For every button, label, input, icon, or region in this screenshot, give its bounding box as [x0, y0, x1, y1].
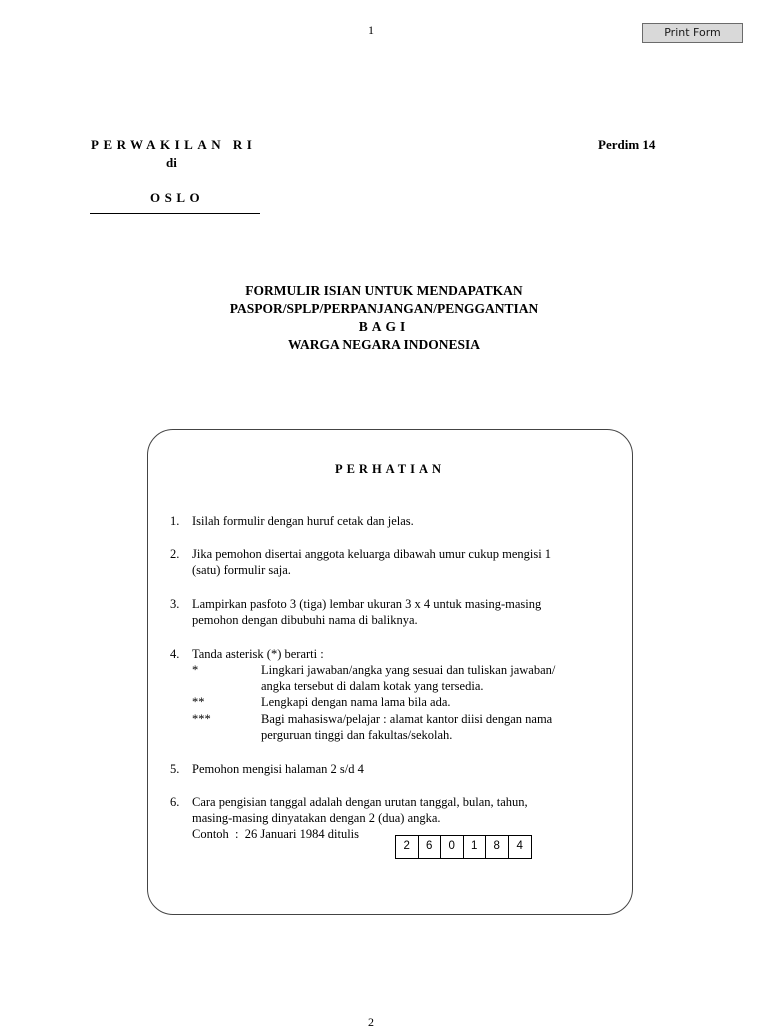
asterisk-mark: **: [192, 695, 205, 709]
embassy-name: PERWAKILAN RI: [91, 137, 257, 152]
form-title-line4: WARGA NEGARA INDONESIA: [287, 337, 481, 352]
notice-item-number: 3.: [170, 597, 180, 611]
notice-item-number: 4.: [170, 647, 180, 661]
date-example-label: Contoh : 26 Januari 1984 ditulis: [192, 827, 360, 841]
asterisk-mark: *: [192, 663, 199, 677]
notice-heading: PERHATIAN: [334, 462, 446, 476]
notice-item-number: 1.: [170, 514, 180, 528]
embassy-city: OSLO: [150, 190, 205, 205]
date-digit-box: 2: [396, 836, 419, 858]
asterisk-meaning: Lingkari jawaban/angka yang sesuai dan tuliskan jawaban/: [261, 663, 556, 677]
notice-item-text: pemohon dengan dibubuhi nama di baliknya.: [192, 613, 418, 627]
form-title-line1: FORMULIR ISIAN UNTUK MENDAPATKAN: [245, 283, 523, 298]
asterisk-meaning: perguruan tinggi dan fakultas/sekolah.: [261, 728, 453, 742]
notice-item-text: Pemohon mengisi halaman 2 s/d 4: [192, 762, 364, 776]
page-number-top: 1: [368, 23, 374, 37]
notice-item-text: (satu) formulir saja.: [192, 563, 291, 577]
date-digit-box: 8: [486, 836, 509, 858]
notice-item-text: Isilah formulir dengan huruf cetak dan jelas.: [192, 514, 414, 528]
notice-item-number: 6.: [170, 795, 180, 809]
embassy-di: di: [166, 155, 177, 170]
date-digit-box: 4: [516, 840, 523, 852]
notice-item-text: masing-masing dinyatakan dengan 2 (dua) angka.: [192, 811, 441, 825]
form-title-line3: BAGI: [358, 319, 410, 334]
page-number-bottom: 2: [368, 1015, 374, 1029]
asterisk-meaning: Bagi mahasiswa/pelajar : alamat kantor diisi dengan nama: [261, 712, 553, 726]
notice-item-text: Cara pengisian tanggal adalah dengan urutan tanggal, bulan, tahun,: [192, 795, 528, 809]
date-example-boxes: [395, 835, 532, 859]
notice-item-text: Lampirkan pasfoto 3 (tiga) lembar ukuran 3 x 4 untuk masing-masing: [192, 597, 542, 611]
asterisk-meaning: Lengkapi dengan nama lama bila ada.: [261, 695, 451, 709]
asterisk-meaning: angka tersebut di dalam kotak yang tersedia.: [261, 679, 484, 693]
asterisk-mark: ***: [192, 712, 211, 726]
header-underline: [90, 213, 260, 214]
form-code: Perdim 14: [598, 137, 656, 152]
notice-item-text: Tanda asterisk (*) berarti :: [192, 647, 324, 661]
notice-item-text: Jika pemohon disertai anggota keluarga dibawah umur cukup mengisi 1: [192, 547, 552, 561]
date-digit-box: 0: [441, 836, 464, 858]
date-digit-box: 6: [419, 836, 442, 858]
form-title-line2: PASPOR/SPLP/PERPANJANGAN/PENGGANTIAN: [229, 301, 539, 316]
date-digit-box: 1: [464, 836, 487, 858]
notice-item-number: 5.: [170, 762, 180, 776]
print-form-button[interactable]: Print Form: [642, 23, 743, 43]
notice-item-number: 2.: [170, 547, 180, 561]
